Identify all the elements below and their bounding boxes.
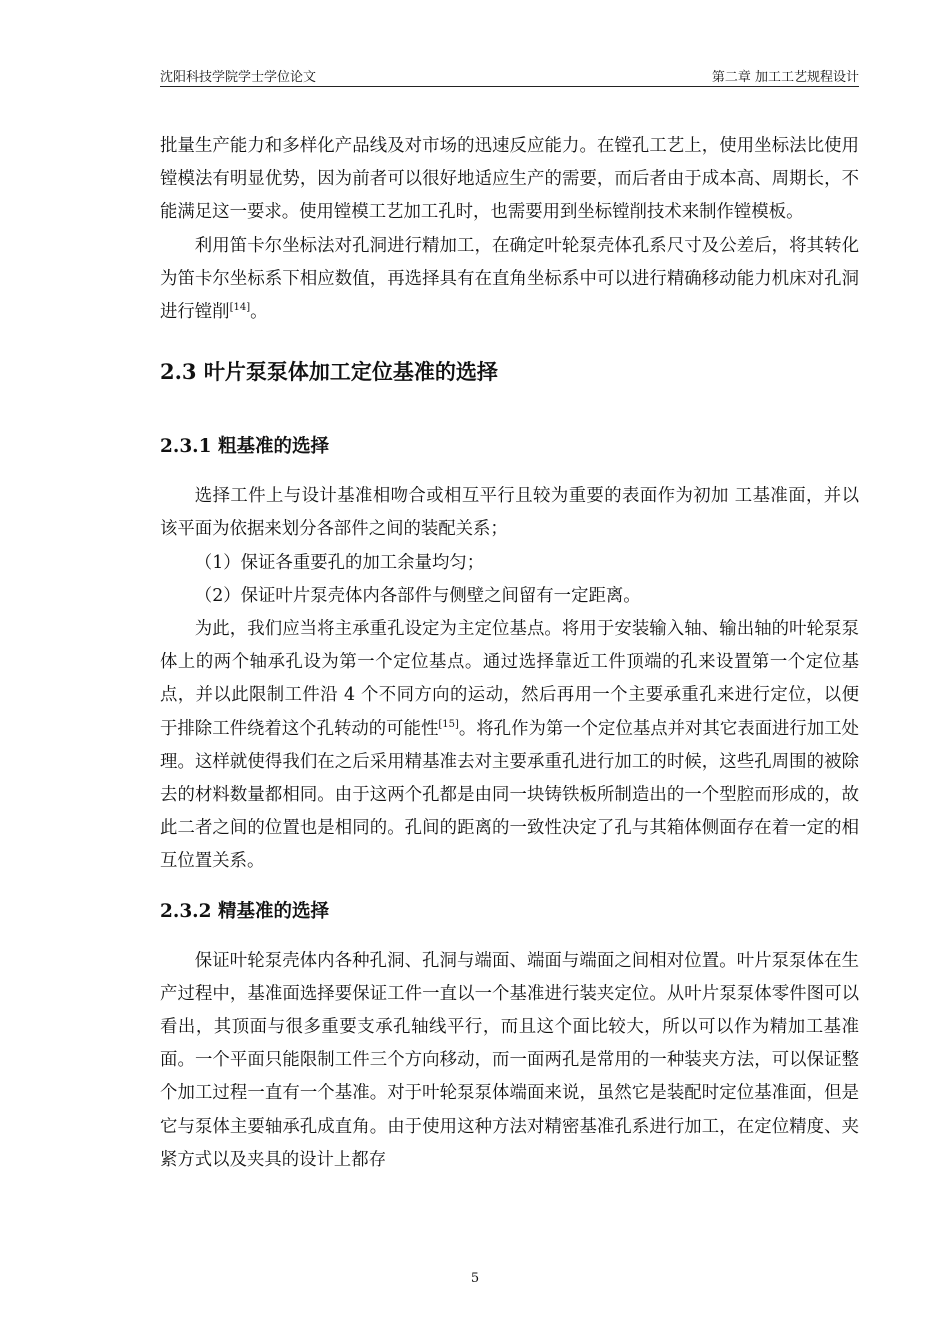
paragraph-cartesian-method bbox=[160, 230, 859, 330]
subsection-heading-2-3-1: 2.3.1 粗基准的选择 bbox=[160, 436, 329, 458]
paragraph-continuation: 批量生产能力和多样化产品线及对市场的迅速反应能力。在镗孔工艺上，使用坐标法比使用镗模法有明显优势，因为前者可以很好地适应生产的需要，而后者由于成本高、周期长，不能满足这一要求。使用镗模工艺加工孔时，也需要用到坐标镗削技术来制作镗模板。 bbox=[160, 136, 859, 223]
header-chapter-title: 第二章 加工工艺规程设计 bbox=[711, 70, 859, 85]
citation-ref: [14] bbox=[229, 302, 251, 314]
citation-ref: [15] bbox=[438, 718, 459, 730]
paragraph-end: 。 bbox=[250, 302, 268, 323]
paragraph-text: 为此，我们应当将主承重孔设定为主定位基点。将用于安装输入轴、输出轴的叶轮泵泵体上的两个轴承孔设为第一个定位基点。通过选择靠近工件顶端的孔来设置第一个定位基点，并以此限制工件沿 4 个不同方向的运动，然后再用一个主要承重孔来进行定位，以便于排除工件绕着这个孔转动的可能性 bbox=[160, 619, 859, 739]
page-header bbox=[160, 66, 859, 87]
paragraph-rough-datum: 选择工件上与设计基准相吻合或相互平行且较为重要的表面作为初加 工基准面，并以该平面为依据来划分各部件之间的装配关系； bbox=[160, 486, 859, 540]
page-number: 5 bbox=[470, 1271, 480, 1286]
paragraph-text: 利用笛卡尔坐标法对孔洞进行精加工，在确定叶轮泵壳体孔系尺寸及公差后，将其转化为笛卡尔坐标系下相应数值，再选择具有在直角坐标系中可以进行精确移动能力机床对孔洞进行镗削 bbox=[160, 235, 859, 323]
list-item-1: （1）保证各重要孔的加工余量均匀； bbox=[194, 552, 485, 573]
page-body bbox=[160, 130, 859, 1177]
paragraph-positioning bbox=[160, 613, 859, 879]
paragraph-text-cont: 。将孔作为第一个定位基点并对其它表面进行加工处理。这样就使得我们在之后采用精基准去对主要承重孔进行加工的时候，这些孔周围的被除去的材料数量都相同。由于这两个孔都是由同一块铸铁板所制造出的一个型腔而形成的，故此二者之间的位置也是相同的。孔间的距离的一致性决定了孔与其箱体侧面存在着一定的相互位置关系。 bbox=[160, 718, 859, 872]
paragraph-fine-datum: 保证叶轮泵壳体内各种孔洞、孔洞与端面、端面与端面之间相对位置。叶片泵泵体在生产过程中，基准面选择要保证工件一直以一个基准进行装夹定位。从叶片泵泵体零件图可以看出，其顶面与很多重要支承孔轴线平行，而且这个面比较大，所以可以作为精加工基准面。一个平面只能限制工件三个方向移动，而一面两孔是常用的一种装夹方法，可以保证整个加工过程一直有一个基准。对于叶轮泵泵体端面来说，虽然它是装配时定位基准面，但是它与泵体主要轴承孔成直角。由于使用这种方法对精密基准孔系进行加工，在定位精度、夹紧方式以及夹具的设计上都存 bbox=[160, 950, 859, 1170]
subsection-heading-2-3-2: 2.3.2 精基准的选择 bbox=[160, 900, 329, 922]
header-thesis-title: 沈阳科技学院学士学位论文 bbox=[160, 70, 317, 85]
list-item-2: （2）保证叶片泵壳体内各部件与侧壁之间留有一定距离。 bbox=[194, 585, 641, 606]
section-heading-2-3: 2.3 叶片泵泵体加工定位基准的选择 bbox=[160, 359, 498, 385]
